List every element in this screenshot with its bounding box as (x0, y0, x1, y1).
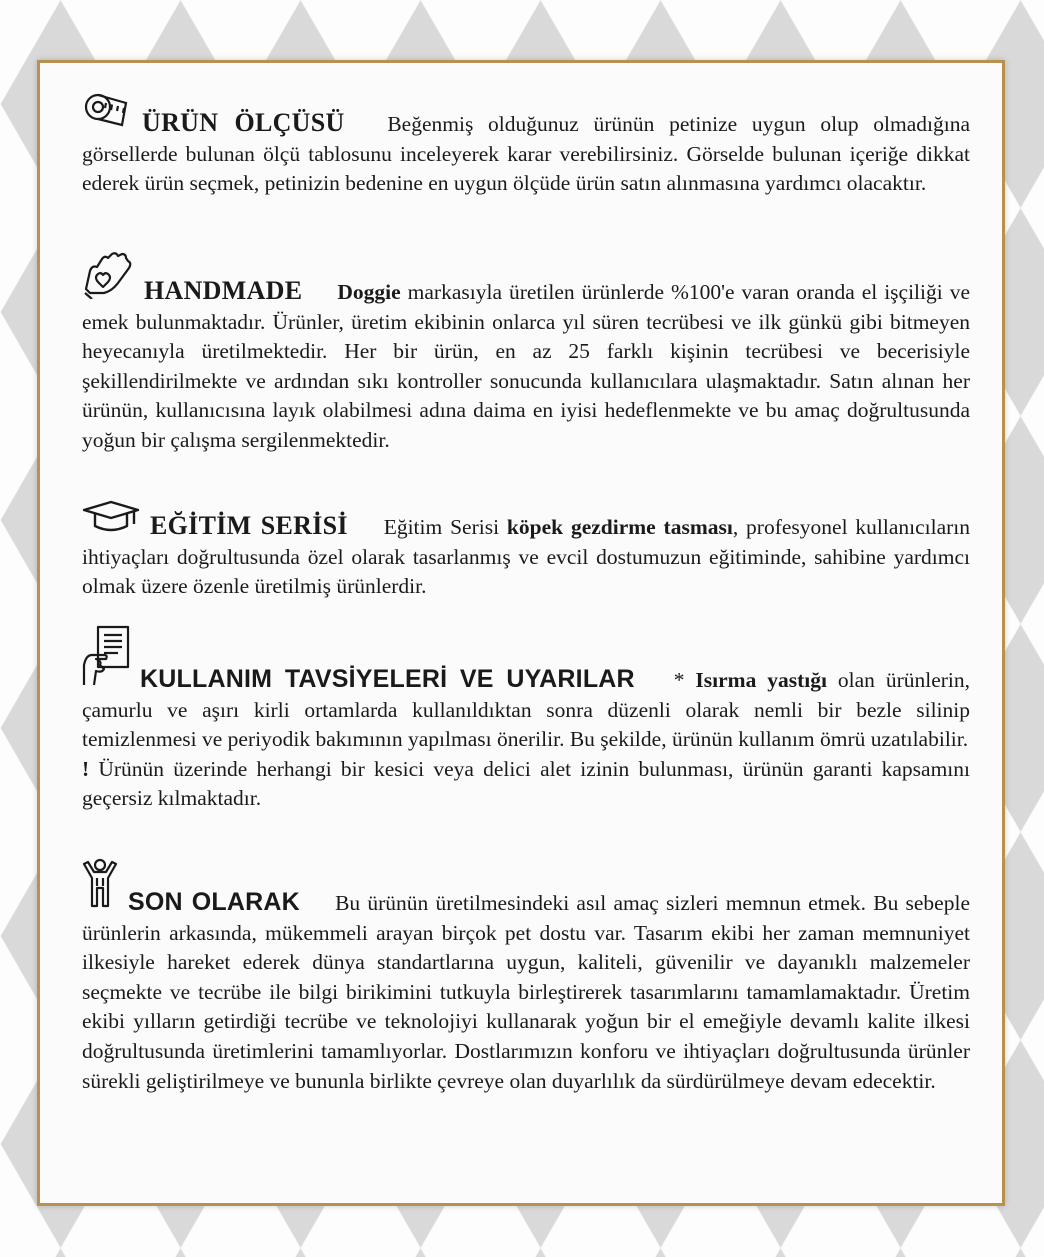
section-text: Beğenmiş olduğunuz ürünün petinize uygun olup olmadığına görsellerde bulunan ölçü tablosunu inceleyerek karar verebilirsiniz. Görselde bulunan içeriğe dikkat ederek ürün seçmek, petinizin bedenine en uygun ölçüde ürün satın alınmasına yardımcı olacaktır. (82, 112, 971, 196)
section-text: , profesyonel kullanıcıların ihtiyaçları doğrultusunda özel olarak tasarlanmış ve evcil dostumuzun eğitiminde, sahibine yardımcı olmak üzere özenle üretilmiş ürünlerdir. (82, 515, 971, 599)
section-heading: SON OLARAK (128, 888, 300, 916)
section-text: markasıyla üretilen ürünlerde %100'e varan oranda el işçiliği ve emek bulunmaktadır. Ürünler, üretim ekibinin onlarca yıl süren tecrübesi ve ilk günkü gibi bitmeyen heyecanıyla üretilmektedir. Her bir ürün, en az 25 farklı kişinin tecrübesi ve becerisiyle şekillendirilmekte ve ardından sıkı kontroller sonucunda kullanıcılara ulaşmaktadır. Satın alınan her ürünün, kullanıcısına layık olabilmesi adına daima en iyisi hedeflenmekte ve bu amaç doğrultusunda yoğun bir çalışma sergilenmektedir. (82, 280, 971, 452)
section-text: olan ürünlerin, çamurlu ve aşırı kirli ortamlarda kullanıldıktan sonra düzenli olarak nemli bir bezle silinip temizlenmesi ve periyodik bakımının yapılması önerilir. Bu şekilde, ürünün kullanım ömrü uzatılabilir. (82, 668, 971, 752)
heart-hand-icon (82, 249, 134, 299)
section-urun-olcusu (82, 91, 970, 199)
section-heading: KULLANIM TAVSİYELERİ VE UYARILAR (140, 665, 635, 693)
section-son-olarak (82, 858, 970, 1096)
brand-name: Doggie (337, 280, 401, 304)
person-icon (82, 858, 118, 910)
section-heading: EĞİTİM SERİSİ (150, 511, 348, 540)
section-heading: HANDMADE (144, 276, 303, 305)
section-text: Bu ürünün üretilmesindeki asıl amaç sizleri memnun etmek. Bu sebeple ürünlerin arkasında, mükemmeli arayan birçok pet dostu var. Tasarım ekibi her zaman memnuniyet ilkesiyle hareket ederek dünya standartlarına uygun, kaliteli, güvenilir ve dayanıklı malzemeler seçmekte ve tecrübe ile bilgi birikimini tutkuyla birleştirerek tasarımlarını tamamlamaktadır. Üretim ekibi yılların getirdiği tecrübe ve teknolojiyi kullanarak yoğun bir el emeğiyle devamlı kalite ilkesi doğrultusunda üretimlerini tamamlıyorlar. Dostlarımızın konforu ve ihtiyaçları doğrultusunda ürünler sürekli geliştirilmeye ve bununla birlikte çevreye olan duyarlılık da sürdürülmeye devam edecektir. (82, 891, 970, 1093)
section-egitim-serisi (82, 500, 970, 602)
content-panel (37, 60, 1005, 1206)
product-name: Isırma yastığı (695, 668, 827, 692)
section-handmade (82, 249, 970, 456)
measuring-tape-icon (82, 91, 132, 131)
section-kullanim-tavsiyeleri (82, 625, 970, 814)
section-heading: ÜRÜN ÖLÇÜSÜ (142, 108, 345, 137)
warning-mark: ! (82, 756, 90, 781)
section-text-lead: Eğitim Serisi (383, 515, 500, 539)
graduation-cap-icon (82, 500, 140, 534)
document-hand-icon (82, 625, 130, 687)
asterisk-mark: * (673, 668, 685, 692)
warning-text: Ürünün üzerinde herhangi bir kesici veya delici alet izinin bulunması, ürünün garanti kapsamını geçersiz kılmaktadır. (82, 756, 970, 811)
product-name: köpek gezdirme tasması (506, 515, 733, 539)
